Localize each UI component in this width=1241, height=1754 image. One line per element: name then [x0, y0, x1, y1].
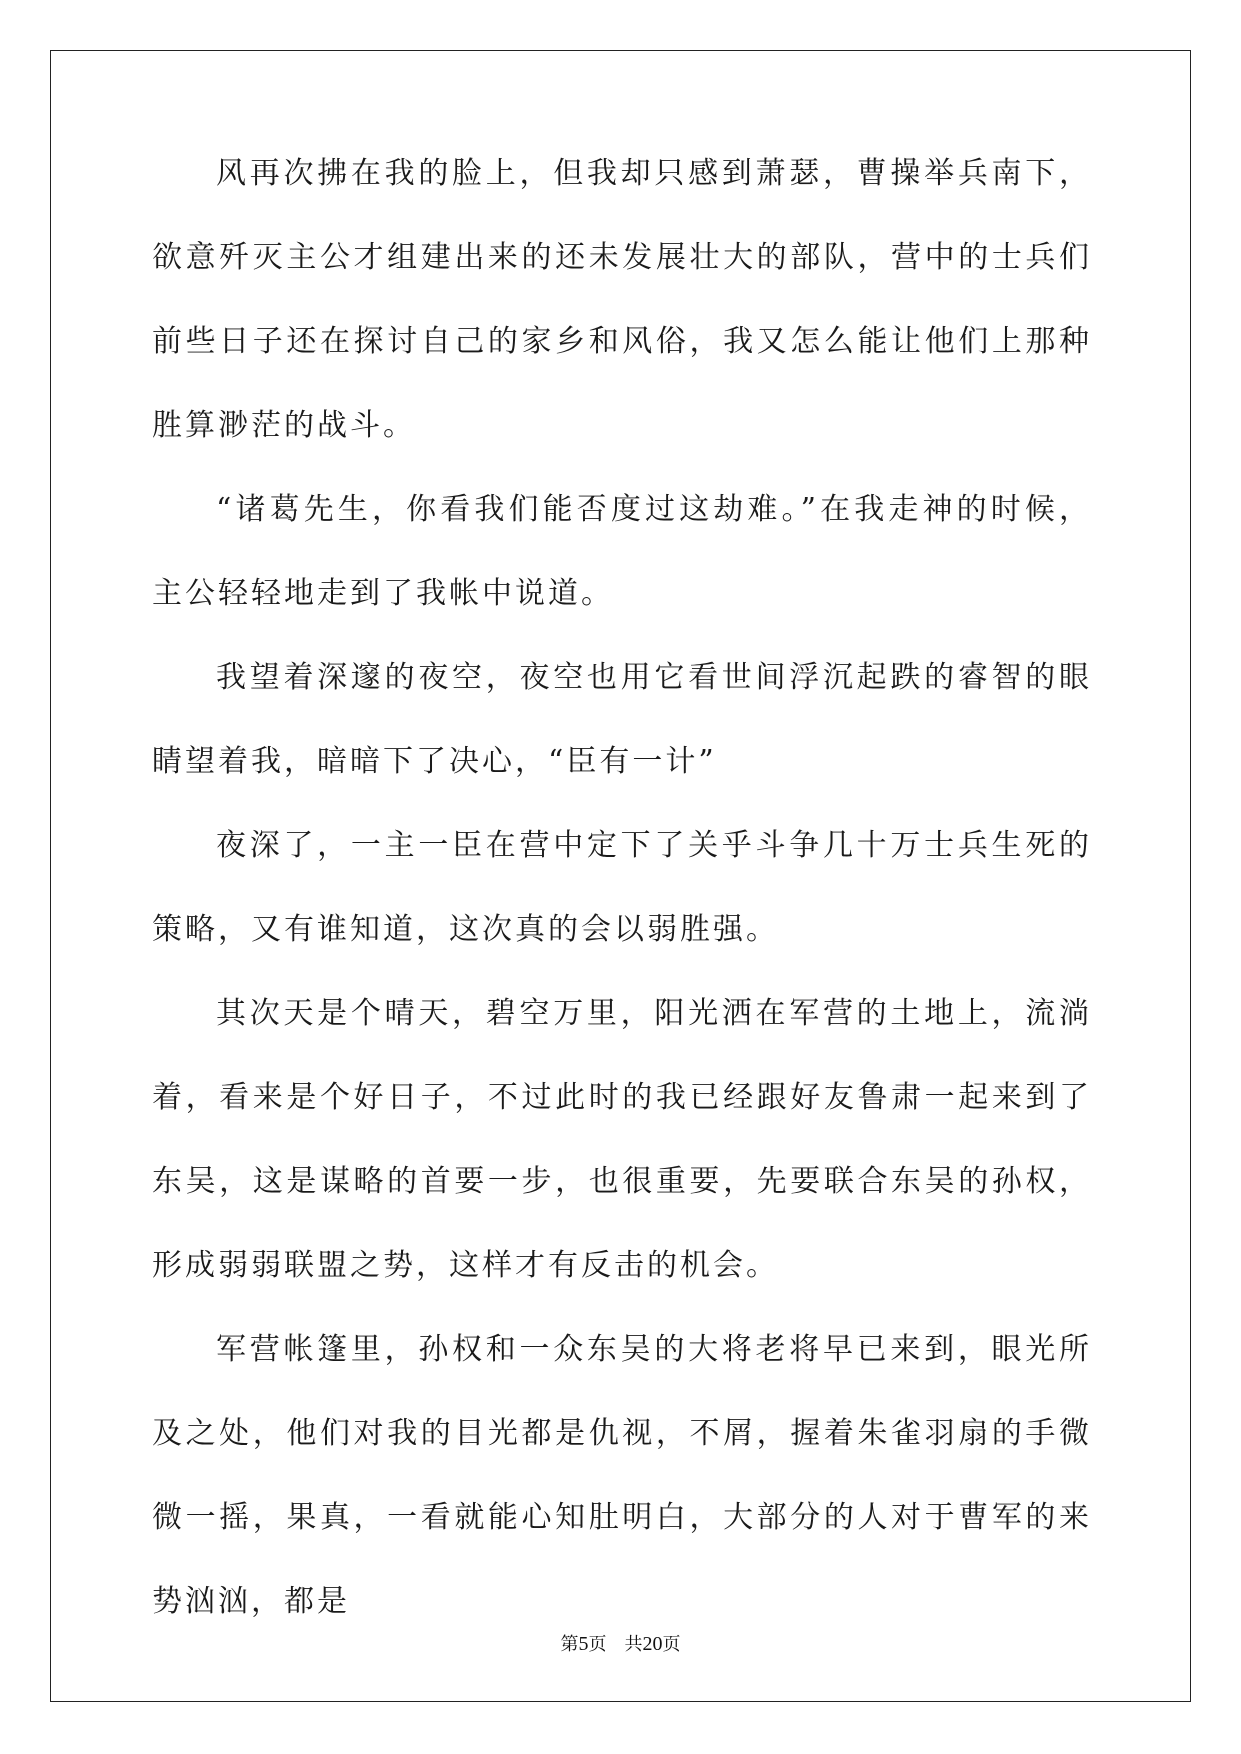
paragraph: 夜深了，一主一臣在营中定下了关乎斗争几十万士兵生死的策略，又有谁知道，这次真的会以弱胜强。: [152, 828, 1092, 947]
current-page-number: 5: [578, 1633, 589, 1655]
total-prefix: 共: [624, 1634, 643, 1655]
page-prefix: 第: [560, 1634, 579, 1655]
page-number-label: [561, 1634, 607, 1655]
paragraph: 我望着深邃的夜空，夜空也用它看世间浮沉起跌的睿智的眼睛望着我，暗暗下了决心，“臣有一计”: [152, 660, 1092, 779]
total-pages-label: [625, 1634, 681, 1655]
total-page-number: 20: [642, 1633, 663, 1655]
paragraph: 风再次拂在我的脸上，但我却只感到萧瑟，曹操举兵南下，欲意歼灭主公才组建出来的还未发展壮大的部队，营中的士兵们前些日子还在探讨自己的家乡和风俗，我又怎么能让他们上那种胜算渺茫的战斗。: [152, 156, 1092, 443]
paragraph: 军营帐篷里，孙权和一众东吴的大将老将早已来到，眼光所及之处，他们对我的目光都是仇视，不屑，握着朱雀羽扇的手微微一摇，果真，一看就能心知肚明白，大部分的人对于曹军的来势汹汹，都是: [152, 1332, 1092, 1619]
document-body: [152, 132, 1092, 1644]
paragraph: “诸葛先生，你看我们能否度过这劫难。”在我走神的时候，主公轻轻地走到了我帐中说道。: [152, 492, 1092, 611]
total-suffix: 页: [662, 1634, 681, 1655]
paragraph: 其次天是个晴天，碧空万里，阳光洒在军营的土地上，流淌着，看来是个好日子，不过此时的我已经跟好友鲁肃一起来到了东吴，这是谋略的首要一步，也很重要，先要联合东吴的孙权，形成弱弱联盟之势，这样才有反击的机会。: [152, 996, 1092, 1283]
page-footer: [0, 1630, 1241, 1656]
page-suffix: 页: [588, 1634, 607, 1655]
